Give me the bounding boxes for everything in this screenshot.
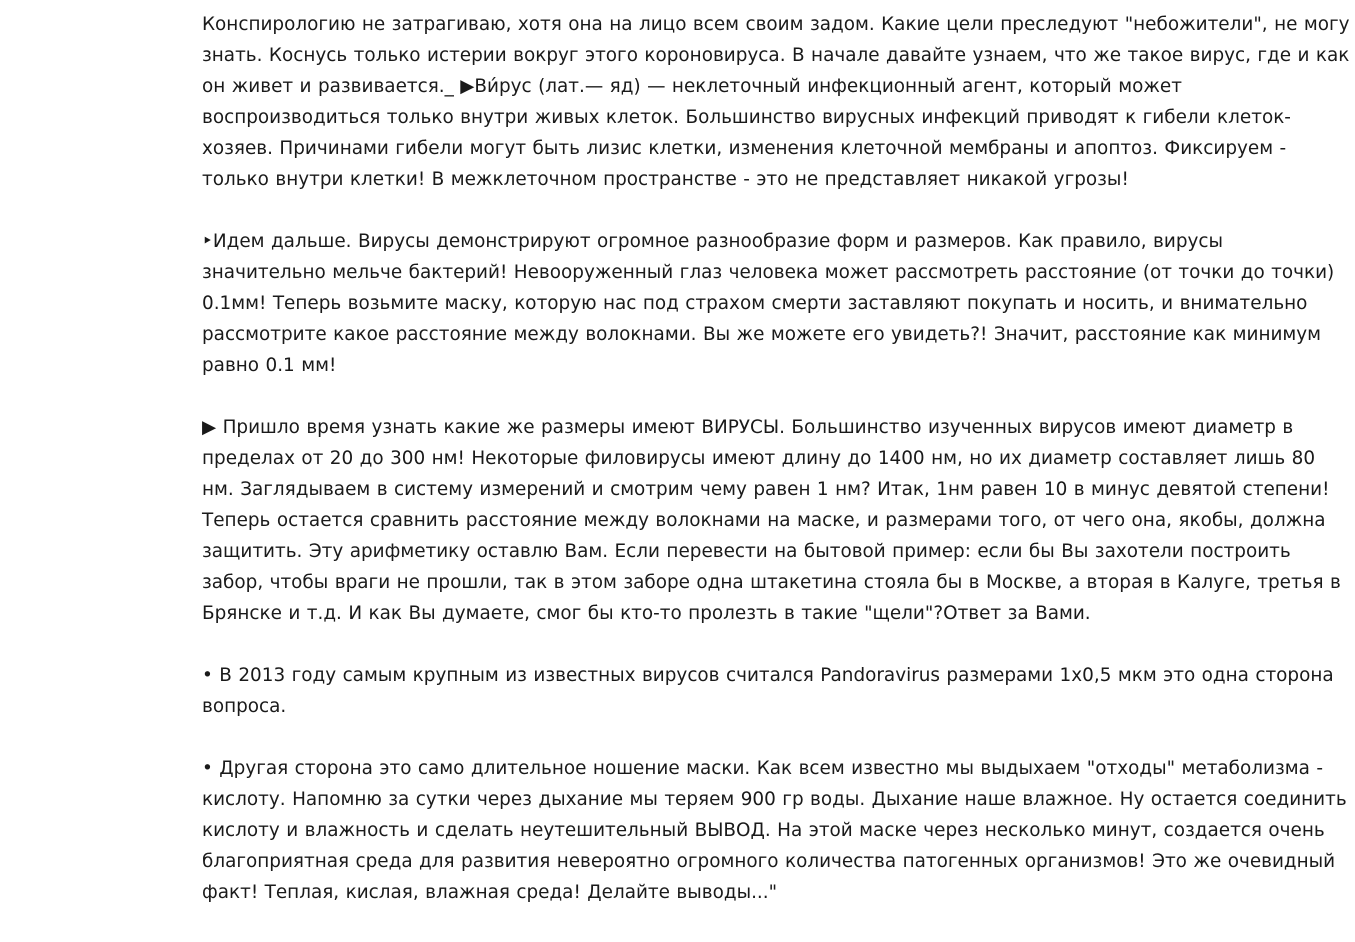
paragraph-virus-sizes: ▶ Пришло время узнать какие же размеры имеют ВИРУСЫ. Большинство изученных вирусов имеют диаметр в пределах от 20 до 300 нм! Некоторые филовирусы имеют длину до 1400 нм, но их диаметр составляет лишь 80 нм. Заглядываем в систему измерений и смотрим чему равен 1 нм? Итак, 1нм равен 10 в минус девятой степени! Теперь остается сравнить расстояние между волокнами на маске, и размерами того, от чего она, якобы, должна защитить. Эту арифметику оставлю Вам. Если перевести на бытовой пример: если бы Вы захотели построить забор, чтобы враги не прошли, так в этом заборе одна штакетина стояла бы в Москве, а вторая в Калуге, третья в Брянске и т.д. И как Вы думаете, смог бы кто-то пролезть в такие "щели"?Ответ за Вами. xyxy=(202,417,1341,624)
paragraph-virus-definition: Конспирологию не затрагиваю, хотя она на лицо всем своим задом. Какие цели преследуют "небожители", не могу знать. Коснусь только истерии вокруг этого короновируса. В начале давайте узнаем, что же такое вирус, где и как он живет и развивается._ ▶Ви́рус (лат.— яд) — неклеточный инфекционный агент, который может воспроизводиться только внутри живых клеток. Большинство вирусных инфекций приводят к гибели клеток-хозяев. Причинами гибели могут быть лизис клетки, изменения клеточной мембраны и апоптоз. Фиксируем - только внутри клетки! В межклеточном пространстве - это не представляет никакой угрозы! xyxy=(202,14,1350,190)
article-body xyxy=(202,9,1352,908)
paragraph-mask-fibers: ‣Идем дальше. Вирусы демонстрируют огромное разнообразие форм и размеров. Как правило, вирусы значительно мельче бактерий! Невооруженный глаз человека может рассмотреть расстояние (от точки до точки) 0.1мм! Теперь возьмите маску, которую нас под страхом смерти заставляют покупать и носить, и внимательно рассмотрите какое расстояние между волокнами. Вы же можете его увидеть?! Значит, расстояние как минимум равно 0.1 мм! xyxy=(202,231,1335,376)
paragraph-mask-wearing: • Другая сторона это само длительное ношение маски. Как всем известно мы выдыхаем "отходы" метаболизма - кислоту. Напомню за сутки через дыхание мы теряем 900 гр воды. Дыхание наше влажное. Ну остается соединить кислоту и влажность и сделать неутешительный ВЫВОД. На этой маске через несколько минут, создается очень благоприятная среда для развития невероятно огромного количества патогенных организмов! Это же очевидный факт! Теплая, кислая, влажная среда! Делайте выводы..." xyxy=(202,758,1347,903)
paragraph-pandoravirus: • В 2013 году самым крупным из известных вирусов считался Pandoravirus размерами 1х0,5 мкм это одна сторона вопроса. xyxy=(202,665,1334,717)
